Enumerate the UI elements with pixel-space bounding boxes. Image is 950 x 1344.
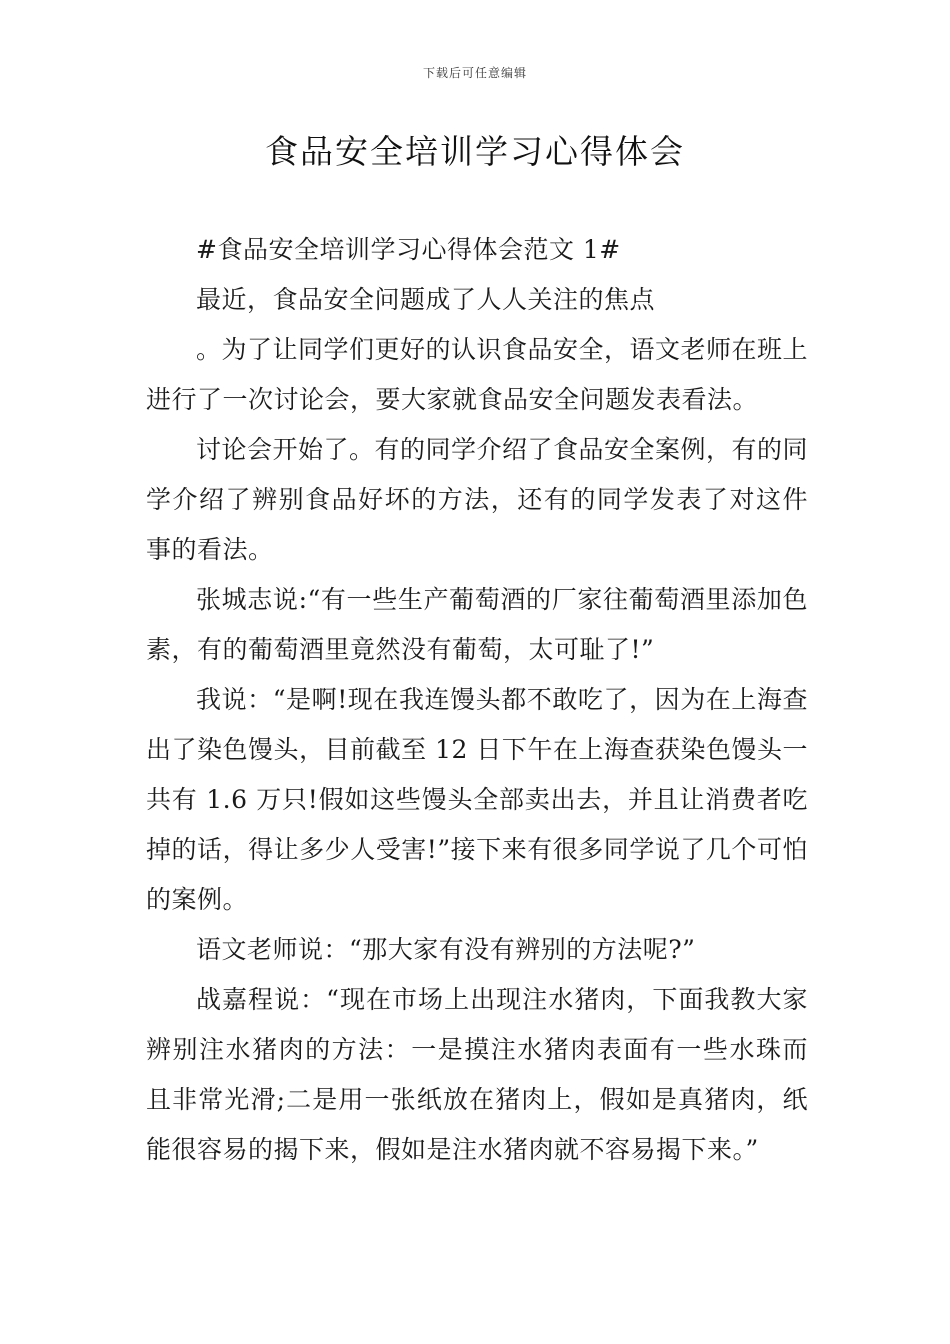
- paragraph: 最近，食品安全问题成了人人关注的焦点: [196, 285, 656, 314]
- header-note: 下载后可任意编辑: [422, 66, 527, 80]
- document-body: [146, 225, 808, 1175]
- paragraph: 我说：“是啊!现在我连馒头都不敢吃了，因为在上海查出了染色馒头，目前截至 12 日下午在上海查获染色馒头一共有 1.6 万只!假如这些馒头全部卖出去，并且让消费者吃掉的话，得让多少人受害!”接下来有很多同学说了几个可怕的案例。: [146, 685, 808, 914]
- paragraph: 语文老师说：“那大家有没有辨别的方法呢?”: [196, 935, 696, 964]
- paragraph: 讨论会开始了。有的同学介绍了食品安全案例，有的同学介绍了辨别食品好坏的方法，还有的同学发表了对这件事的看法。: [146, 435, 809, 564]
- paragraph-subtitle: #食品安全培训学习心得体会范文 1#: [196, 235, 621, 264]
- paragraph: 。为了让同学们更好的认识食品安全，语文老师在班上进行了一次讨论会，要大家就食品安全问题发表看法。: [146, 335, 809, 414]
- paragraph: 战嘉程说：“现在市场上出现注水猪肉，下面我教大家辨别注水猪肉的方法：一是摸注水猪肉表面有一些水珠而且非常光滑;二是用一张纸放在猪肉上，假如是真猪肉，纸能很容易的揭下来，假如是注水猪肉就不容易揭下来。”: [146, 985, 808, 1164]
- paragraph: 张城志说:“有一些生产葡萄酒的厂家往葡萄酒里添加色素，有的葡萄酒里竟然没有葡萄，太可耻了!”: [146, 585, 808, 664]
- document-title: 食品安全培训学习心得体会: [265, 132, 685, 171]
